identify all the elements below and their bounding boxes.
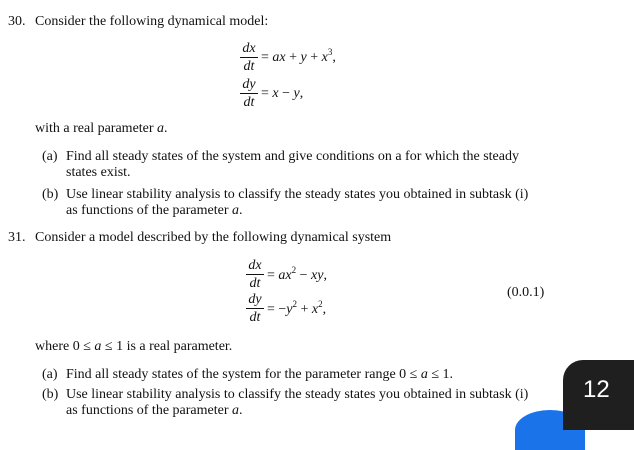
p31-eq2-numerator: dy xyxy=(248,292,262,307)
p30-eq1-rhs: = ax + $y + x^3$, xyxy=(261,47,336,65)
p30-b-line1: Use linear stability analysis to classify the steady states you obtained in subtask (i) xyxy=(66,187,529,202)
p30-b-line2: as functions of the parameter a. xyxy=(66,203,243,218)
p30-a-line1: Find all steady states of the system and give conditions on a for which the steady xyxy=(66,149,519,164)
fraction-bar xyxy=(246,274,264,275)
p30-with-text: with a real parameter a. xyxy=(35,121,168,136)
p31-eq1-numerator: dx xyxy=(248,258,262,273)
fraction-bar xyxy=(240,57,258,58)
p30-eq1-fraction xyxy=(240,41,258,74)
fraction-bar xyxy=(240,93,258,94)
p31-equation-tag: (0.0.1) xyxy=(507,285,545,300)
problem-31-number: 31. xyxy=(8,230,26,245)
p30-eq2-rhs: = x − y, xyxy=(261,86,304,101)
problem-31-intro: Consider a model described by the following dynamical system xyxy=(35,230,392,245)
problem-30-number: 30. xyxy=(8,14,26,29)
p31-a-line1: Find all steady states of the system for the parameter range 0 ≤ a ≤ 1. xyxy=(66,367,454,382)
p30-b-label: (b) xyxy=(42,187,59,202)
problem-30-intro: Consider the following dynamical model: xyxy=(35,14,269,29)
p30-eq1-denominator: dt xyxy=(243,59,255,74)
p30-eq1-numerator: dx xyxy=(242,41,256,56)
page-number: 12 xyxy=(583,376,610,403)
p30-eq2-fraction xyxy=(240,77,258,110)
p31-eq1-fraction xyxy=(246,258,264,291)
fraction-bar xyxy=(246,308,264,309)
p30-eq2-numerator: dy xyxy=(242,77,256,92)
p31-where-text: where 0 ≤ a ≤ 1 is a real parameter. xyxy=(35,339,233,354)
p30-a-line2: states exist. xyxy=(66,165,131,180)
p31-a-label: (a) xyxy=(42,367,58,382)
p31-b-line2: as functions of the parameter a. xyxy=(66,403,243,418)
p30-a-label: (a) xyxy=(42,149,58,164)
p31-b-line1: Use linear stability analysis to classify the steady states you obtained in subtask (i) xyxy=(66,387,529,402)
p31-eq1-denominator: dt xyxy=(249,276,261,291)
p31-eq2-fraction xyxy=(246,292,264,325)
p31-eq1-rhs: = $ax^2$ − xy, xyxy=(267,265,327,283)
p31-eq2-denominator: dt xyxy=(249,310,261,325)
p31-eq2-rhs: = $-y^2 + x^2$, xyxy=(267,299,327,317)
p30-eq2-denominator: dt xyxy=(243,95,255,110)
p31-b-label: (b) xyxy=(42,387,59,402)
